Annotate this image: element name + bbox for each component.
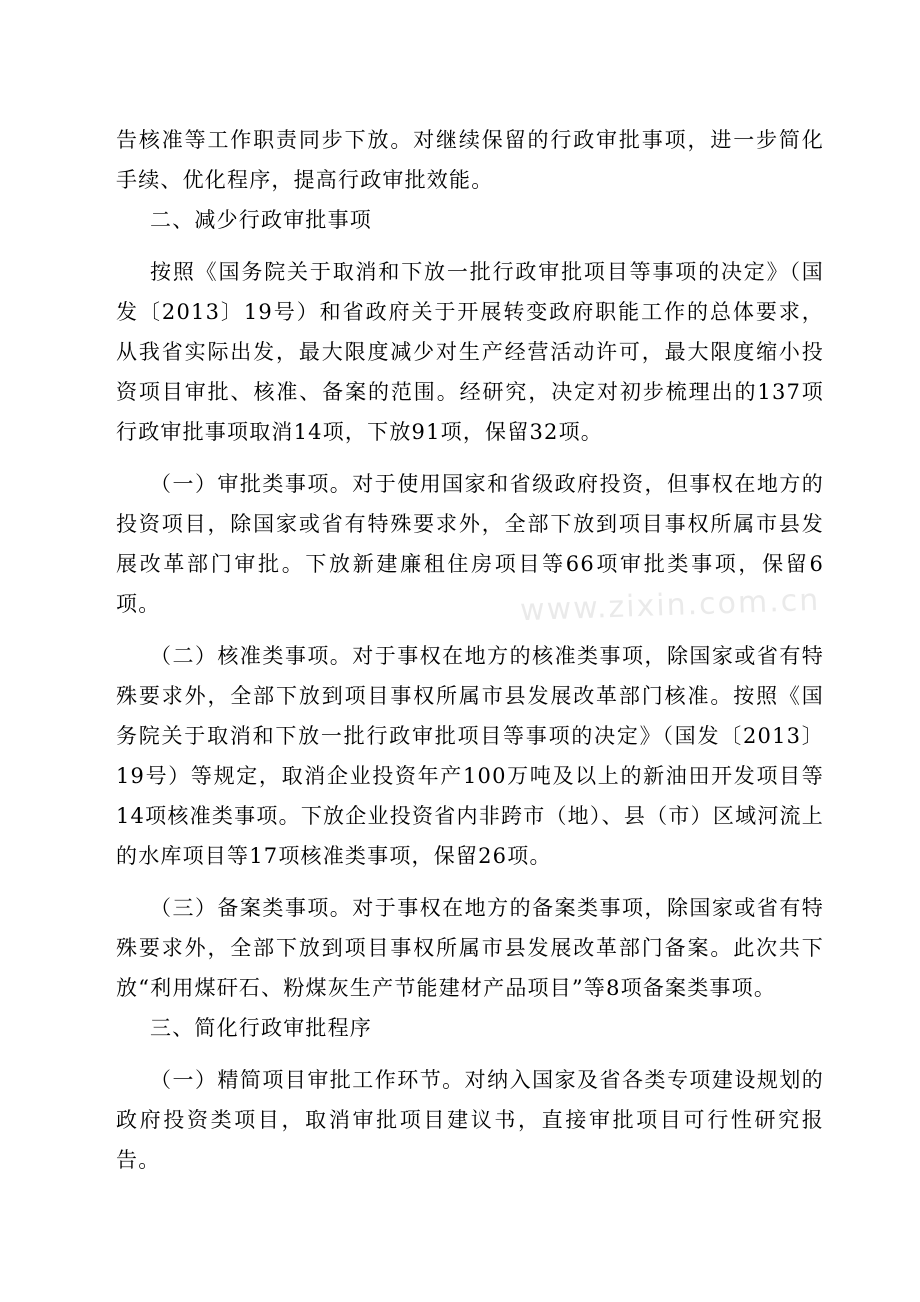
paragraph-filing-items: （三）备案类事项。对于事权在地方的备案类事项，除国家或省有特殊要求外，全部下放到项目事权所属市县发展改革部门备案。此次共下放“利用煤矸石、粉煤灰生产节能建材产品项目”等8项备案类事项。 <box>116 896 824 1000</box>
watermark-text: www.zixin.com.cn <box>519 582 821 629</box>
paragraph-continuation: 告核准等工作职责同步下放。对继续保留的行政审批事项，进一步简化手续、优化程序，提高行政审批效能。 <box>116 128 824 192</box>
paragraph-verification-items: （二）核准类事项。对于事权在地方的核准类事项，除国家或省有特殊要求外，全部下放到项目事权所属市县发展改革部门核准。按照《国务院关于取消和下放一批行政审批项目等事项的决定》（国发〔2013〕19号）等规定，取消企业投资年产100万吨及以上的新油田开发项目等14项核准类事项。下放企业投资省内非跨市（地）、县（市）区域河流上的水库项目等17项核准类事项，保留26项。 <box>116 644 824 868</box>
paragraph-section-2-intro: 按照《国务院关于取消和下放一批行政审批项目等事项的决定》（国发〔2013〕19号）和省政府关于开展转变政府职能工作的总体要求，从我省实际出发，最大限度减少对生产经营活动许可，最大限度缩小投资项目审批、核准、备案的范围。经研究，决定对初步梳理出的137项行政审批事项取消14项，下放91项，保留32项。 <box>116 260 824 444</box>
paragraph-simplify-steps: （一）精简项目审批工作环节。对纳入国家及省各类专项建设规划的政府投资类项目，取消审批项目建议书，直接审批项目可行性研究报告。 <box>116 1068 824 1172</box>
section-heading-3: 三、简化行政审批程序 <box>150 1016 372 1040</box>
paragraph-approval-items: （一）审批类事项。对于使用国家和省级政府投资，但事权在地方的投资项目，除国家或省有特殊要求外，全部下放到项目事权所属市县发展改革部门审批。下放新建廉租住房项目等66项审批类事项，保留6项。 <box>116 472 824 616</box>
section-heading-2: 二、减少行政审批事项 <box>150 208 372 232</box>
document-body <box>116 120 824 1180</box>
